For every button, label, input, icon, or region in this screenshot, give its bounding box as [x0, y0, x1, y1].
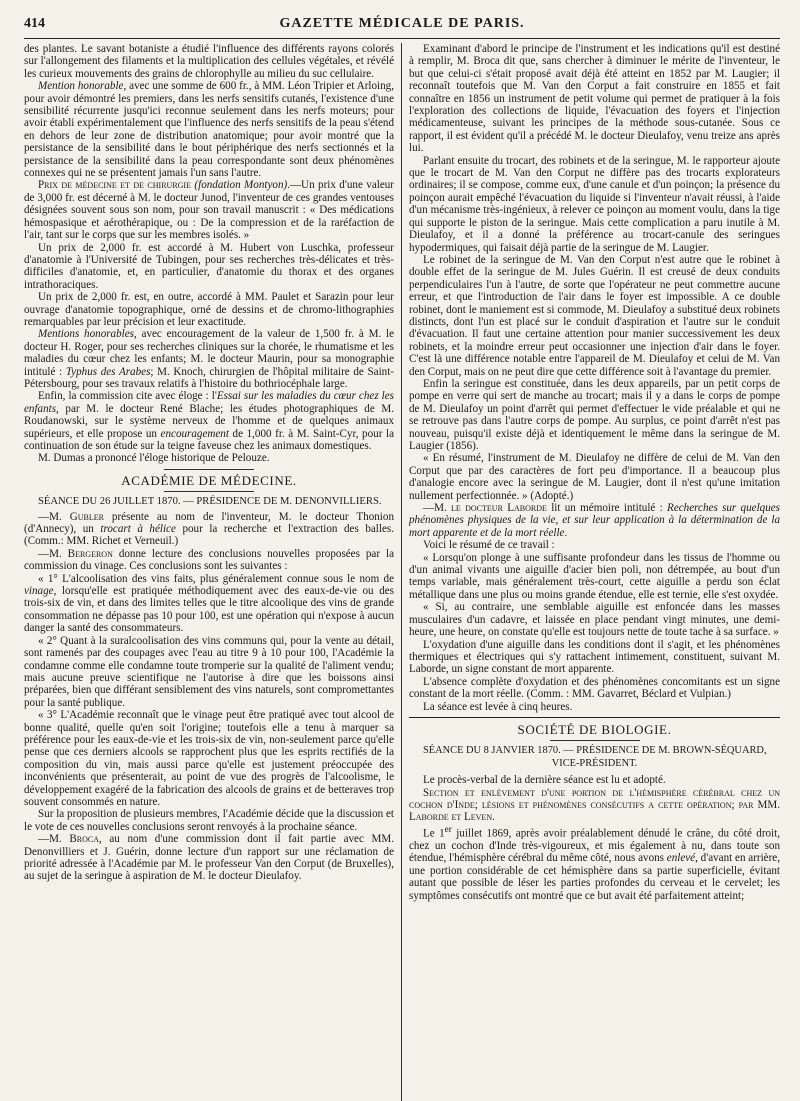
- text-columns: [24, 43, 780, 1101]
- section-title-academie: ACADÉMIE DE MÉDECINE.: [121, 472, 297, 488]
- page-header: [24, 16, 780, 39]
- paragraph-text: , avec encouragement de la valeur de 1,500 fr. à M. le docteur H. Roger, pour ses recherches cliniques sur la chorée, le rhumatisme et les maladies du cœur chez les enfants; M. le docteur Maurin, pour sa monographie intitulé :: [24, 328, 395, 378]
- paragraph-text: donne lecture des conclusions nouvelles proposées par la commission du vinage. Ces conclusions sont les suivantes :: [24, 547, 395, 573]
- paragraph-text: lit un mémoire intitulé :: [546, 502, 668, 515]
- seance-text: SÉANCE DU 8 JANVIER 1870. — PRÉSIDENCE DE M. BROWN-SÉQUARD,: [423, 745, 767, 757]
- paragraph: [24, 328, 394, 390]
- paragraph-text: .—Un prix d'une valeur de 3,000 fr. est décerné à M. le docteur Junod, l'inventeur de ces grandes ventouses désignées souvent sous son nom, pour son travail manuscrit : « Des médications hémospasique et aérothérapique, ou : De la compression et de la raréfaction de l'air, tant sur le corps que sur les membres isolés. »: [24, 179, 394, 242]
- paragraph: L'oxydation d'une aiguille dans les conditions dont il s'agit, et les phénomènes thermiques et électriques qui s'y rattachent intimement, constituent, suivant M. Laborde, un signe constant de mort apparente.: [409, 638, 780, 676]
- paragraph: Un prix de 2,000 fr. est, en outre, accordé à MM. Paulet et Sarazin pour leur ouvrage d'anatomie topographique, orné de dessins et de chromo-lithographies remarquables par leur précision et leur exactitude.: [24, 291, 394, 328]
- ordinal-suffix: er: [444, 824, 452, 835]
- section-rule: [164, 469, 254, 470]
- section-rule: [550, 740, 640, 741]
- left-column: [24, 43, 401, 1101]
- section-rule: [409, 717, 780, 718]
- paragraph: « Si, au contraire, une semblable aiguille est enfoncée dans les masses musculaires d'un cadavre, et laissée en place pendant vingt minutes, une demi-heure, une heure, on constate qu'elle est toujours nette de toute tache à sa surface. »: [409, 601, 780, 639]
- memoir-title: Recherches sur quelques phénomènes physiques de la vie, et sur leur application à la détermination de la mort apparente et de la mort réelle: [409, 502, 780, 539]
- right-column: [401, 43, 780, 1101]
- paragraph: [24, 390, 394, 452]
- paragraph-text: présente au nom de l'inventeur, M. le docteur Thonion (d'Annecy), un: [24, 510, 394, 536]
- speaker-name: M. Broca: [49, 833, 99, 846]
- paragraph: Le procès-verbal de la dernière séance est lu et adopté.: [423, 774, 666, 787]
- paragraph-text: Enfin, la commission cite avec éloge : l': [38, 390, 217, 403]
- term: vinage: [24, 585, 54, 598]
- paragraph: [409, 824, 780, 902]
- paragraph: —M. le docteur Laborde lit un mémoire intitulé : Recherches sur quelques phénomènes physiques de la vie, et sur leur application à la détermination de la mort apparente et de la mort réelle.: [409, 502, 780, 539]
- paragraph: Sur la proposition de plusieurs membres, l'Académie décide que la discussion et le vote de ces nouvelles conclusions seront renvoyés à la prochaine séance.: [24, 808, 394, 833]
- paragraph: Le robinet de la seringue de M. Van den Corput n'est autre que le robinet à double effet de la seringue de M. Jules Guérin. Il est creusé de deux conduits perpendiculaires l'un à l'autre, de sorte que l'opérateur ne peut commettre aucune erreur, et que l'introduction de l'air dans le foyer est impossible. A ce double robinet, dont le maniement est si commode, M. Dieulafoy a substitué deux robinets distincts, dont l'un est placé sur le conduit d'aspiration et l'autre sur le conduit d'évacuation. Il faut une certaine attention pour manier successivement les deux robinets, et la moindre erreur peut occasionner une injection d'air dans le foyer. C'est là une différence notable entre l'appareil de M. Dieulafoy et celui de M. Van den Corput, mais on ne peut dire que cette différence soit à l'avantage du premier.: [409, 253, 780, 378]
- paragraph: « En résumé, l'instrument de M. Dieulafoy ne diffère de celui de M. Van den Corput que par des caractères de fort peu d'importance. Il a beaucoup plus d'analogie encore avec la seringue de M. Laugier, dont il n'est qu'une imitation nullement perfectionnée. » (Adopté.): [409, 452, 780, 502]
- paragraph-text: , d'avant en arrière, une portion considérable de cet hémisphère dans sa partie superficielle, évitant autant que possible de léser les parties profondes du cerveau et le cervelet; les symptômes consécutifs ont montré que ce but avait été parfaitement atteint;: [409, 852, 780, 902]
- work-title: Essai sur les maladies du cœur chez les enfants: [24, 390, 394, 415]
- paragraph-text: « 1° L'alcoolisation des vins faits, plus généralement connue sous le nom de: [38, 572, 394, 585]
- paragraph: [24, 80, 394, 179]
- page-number: 414: [24, 16, 45, 31]
- paragraph: [24, 179, 394, 241]
- paragraph-text: Le 1: [423, 827, 445, 840]
- paragraph-text: , lorsqu'elle est pratiquée méthodiquement avec des eaux-de-vie ou des trois-six de vin, et dans des limites telles que le titre alcoolique des vins de grande consommation ne dépasse pas 10 pour 100, est une opération qui n'expose à aucun danger la santé des consommateurs.: [24, 585, 394, 635]
- paragraph-text: .: [564, 526, 568, 539]
- mention-label: Mention honorable: [38, 80, 124, 93]
- paragraph: [24, 573, 394, 635]
- paragraph-text: , par M. le docteur René Blache; les études photographiques de M. Roudanowski, sur le système nerveux de l'homme et de quelques animaux supérieurs, et elle propose un: [24, 402, 394, 440]
- paragraph-text: , au nom d'une commission dont il fait partie avec MM. Denonvilliers et J. Guérin, donne lecture d'un rapport sur une réclamation de priorité adressée à l'Académie par M. le professeur Van den Corput (de Bruxelles), au sujet de la seringue à aspiration de M. le docteur Dieulafoy.: [24, 833, 394, 883]
- paragraph: M. Dumas a prononcé l'éloge historique de Pelouze.: [38, 452, 270, 465]
- prize-label: Prix de médecine et de chirurgie: [38, 179, 191, 192]
- paragraph-text: de 1,000 fr. à M. Saint-Cyr, pour la continuation de son étude sur la teigne faveuse chez les animaux domestiques.: [24, 427, 394, 452]
- term: enlevé: [666, 852, 696, 865]
- mention-label: Mentions honorables: [38, 328, 134, 341]
- work-title: Typhus des Arabes: [65, 365, 151, 378]
- paragraph: « Lorsqu'on plonge à une suffisante profondeur dans les tissus de l'homme ou d'un animal vivants une aiguille d'acier bien poli, non détrempée, au bout d'un temps variable, mais généralement très-court, cette aiguille a perdu son éclat métallique dans une plus ou moins grande étendue, elle est ternie, elle s'est oxydée.: [409, 551, 780, 601]
- paragraph: L'absence complète d'oxydation et des phénomènes concomitants est un signe constant de la mort réelle. (Comm. : MM. Gavarret, Béclard et Vulpian.): [409, 675, 780, 701]
- instrument-name: trocart à hélice: [100, 523, 176, 536]
- paragraph: Parlant ensuite du trocart, des robinets et de la seringue, M. le rapporteur ajoute que le trocart de M. Van den Corput ne diffère pas des trocarts explorateurs ordinaires; il se compose, comme eux, d'une canule et d'un poinçon; la présence du poinçon aurait empêché l'évacuation du liquide si l'inventeur n'avait réussi, à l'aide d'un mécanisme très-ingénieux, à relever ce poinçon au moment voulu, dans la tige qui supporte le piston de la seringue. Mais cette complication a paru inutile à M. Dieulafoy, et il a donné la préférence au trocart-canule des seringues hypodermiques, qui faisait déjà partie de la seringue de M. Laugier.: [409, 154, 780, 254]
- speaker-name: M. Bergeron: [49, 547, 113, 560]
- paragraph: Voici le résumé de ce travail :: [423, 539, 555, 552]
- paragraph: des plantes. Le savant botaniste a étudié l'influence des différents rayons colorés sur l'allongement des filaments et la multiplication des cellules végétales, et révélé les curieux mouvements des grains de chlorophylle au milieu du suc cellulaire.: [24, 43, 394, 80]
- section-title-biologie: SOCIÉTÉ DE BIOLOGIE.: [517, 721, 672, 737]
- paragraph-text: pour la recherche et l'extraction des balles. (Comm.: MM. Richet et Verneuil.): [24, 523, 394, 548]
- paragraph: —M. Broca, au nom d'une commission dont il fait partie avec MM. Denonvilliers et J. Guérin, donne lecture d'un rapport sur une réclamation de priorité adressée à l'Académie par M. le professeur Van den Corput (de Bruxelles), au sujet de la seringue à aspiration de M. le docteur Dieulafoy.: [24, 833, 394, 883]
- paragraph: « 3° L'Académie reconnaît que le vinage peut être pratiqué avec tout alcool de bonne qualité, quelle qu'en soit l'origine; toutefois elle a tenu à marquer sa préférence pour les eaux-de-vie et les trois-six de vin, non-seulement parce qu'elle pense que ces derniers alcools se rapprochent plus que les esprits rectifiés de la composition du vin, mais aussi parce qu'elle est justement préoccupée des inconvénients que présenterait, au point de vue des progrès de l'alcoolisme, le développement exagéré de la fabrication des alcools de grains et de betteraves trop souvent consommés en nature.: [24, 709, 394, 808]
- journal-title: GAZETTE MÉDICALE DE PARIS.: [279, 16, 525, 31]
- paragraph: La séance est levée à cinq heures.: [423, 700, 573, 713]
- paragraph: Un prix de 2,000 fr. est accordé à M. Hubert von Luschka, professeur d'anatomie à l'Université de Tubingen, pour ses recherches très-délicates et très-difficiles d'anatomie, et, en particulier, d'anatomie du thorax et des organes intrathoraciques.: [24, 241, 394, 291]
- seance-line: SÉANCE DU 26 JUILLET 1870. — PRÉSIDENCE DE M. DENONVILLIERS.: [38, 496, 382, 508]
- paragraph-text: ; M. Knoch, chirurgien de l'hôpital militaire de Saint-Pétersbourg, pour ses travaux relatifs à l'histoire du bothriocéphale large.: [24, 365, 395, 390]
- seance-line: [409, 745, 780, 770]
- paragraph: Enfin la seringue est constituée, dans les deux appareils, par un petit corps de pompe en verre qui sert de manche au trocart; mais il y a dans le corps de pompe de M. Dieulafoy un point d'arrêt qui permet d'effectuer le vide préalable et qui ne se retrouve pas dans l'autre corps de pompe. Au surplus, ce point d'arrêt n'est pas nouveau, puisqu'il existe déjà et identiquement le même dans la seringue de M. Laugier (1856).: [409, 377, 780, 452]
- speaker-name: M. le docteur Laborde: [434, 502, 547, 515]
- emphasis: encouragement: [160, 427, 229, 440]
- paragraph-text: juillet 1869, après avoir préalablement dénudé le crâne, du côté droit, chez un cochon d'Inde très-vigoureux, et mis également à nu, dans toute son étendue, l'hémisphère cérébral du même côté, nous avons: [409, 827, 780, 865]
- section-rule: [164, 491, 254, 492]
- paragraph: Examinant d'abord le principe de l'instrument et les indications qu'il est destiné à remplir, M. Broca dit que, sans chercher à diminuer le mérite de l'inventeur, le but que celui-ci s'était proposé avait déjà été atteint en 1852 par M. Laugier; il reconnaît toutefois que M. Van den Corput a fait construire en 1855 et fait connaître en 1856 un instrument de petit volume qui permet de pratiquer à la fois l'exploration des collections de liquide, l'évacuation des foyers et l'injection médicamenteuse, suivant les principes de la méthode sous-cutanée. Sous ce rapport, il est évident qu'il a précédé M. le docteur Dieulafoy, venu treize ans après lui.: [409, 43, 780, 155]
- paragraph: « 2° Quant à la suralcoolisation des vins communs qui, pour la vente au détail, sont ramenés par des coupages avec l'eau au titre 9 à 10 pour 100, l'Académie la condamne comme elle condamne toute tromperie sur la qualité de l'aliment vendu; mais aucune preuve scientifique ne l'autorise à dire que les boissons ainsi préparées, bien que différant sensiblement des vins naturels, sont compromettantes pour la santé publique.: [24, 634, 394, 709]
- speaker-name: M. Gubler: [49, 510, 104, 523]
- paragraph-text: , avec une somme de 600 fr., à MM. Léon Tripier et Arloing, pour avoir démontré les premiers, dans les nerfs sensitifs cutanés, l'existence d'une sensibilité récurrente jusqu'ici reconnue seulement dans les nerfs moteurs; pour avoir établi expérimentalement que l'influence des nerfs sensitifs de la peau s'étend en dehors de leur zone de distribution anatomique; pour avoir montré que la persistance de la sensibilité dans le bout périphérique des nerfs sectionnés et la persistance de la sensibilité dans la peau correspondante sont deux phénomènes connexes qui ne se présentent jamais l'un sans l'autre.: [24, 80, 394, 180]
- foundation-label: (fondation Montyon): [194, 179, 288, 192]
- communication-title: Section et enlèvement d'une portion de l'hémisphère cérébral chez un cochon d'Inde; lésions et phénomènes consécutifs a cette opération; par MM. Laborde et Leven.: [409, 786, 780, 824]
- paragraph: —M. Gubler présente au nom de l'inventeur, M. le docteur Thonion (d'Annecy), un trocart à hélice pour la recherche et l'extraction des balles. (Comm.: MM. Richet et Verneuil.): [24, 510, 394, 548]
- vice-president-line: VICE-PRÉSIDENT.: [551, 757, 638, 769]
- paragraph: —M. Bergeron donne lecture des conclusions nouvelles proposées par la commission du vinage. Ces conclusions sont les suivantes :: [24, 547, 395, 573]
